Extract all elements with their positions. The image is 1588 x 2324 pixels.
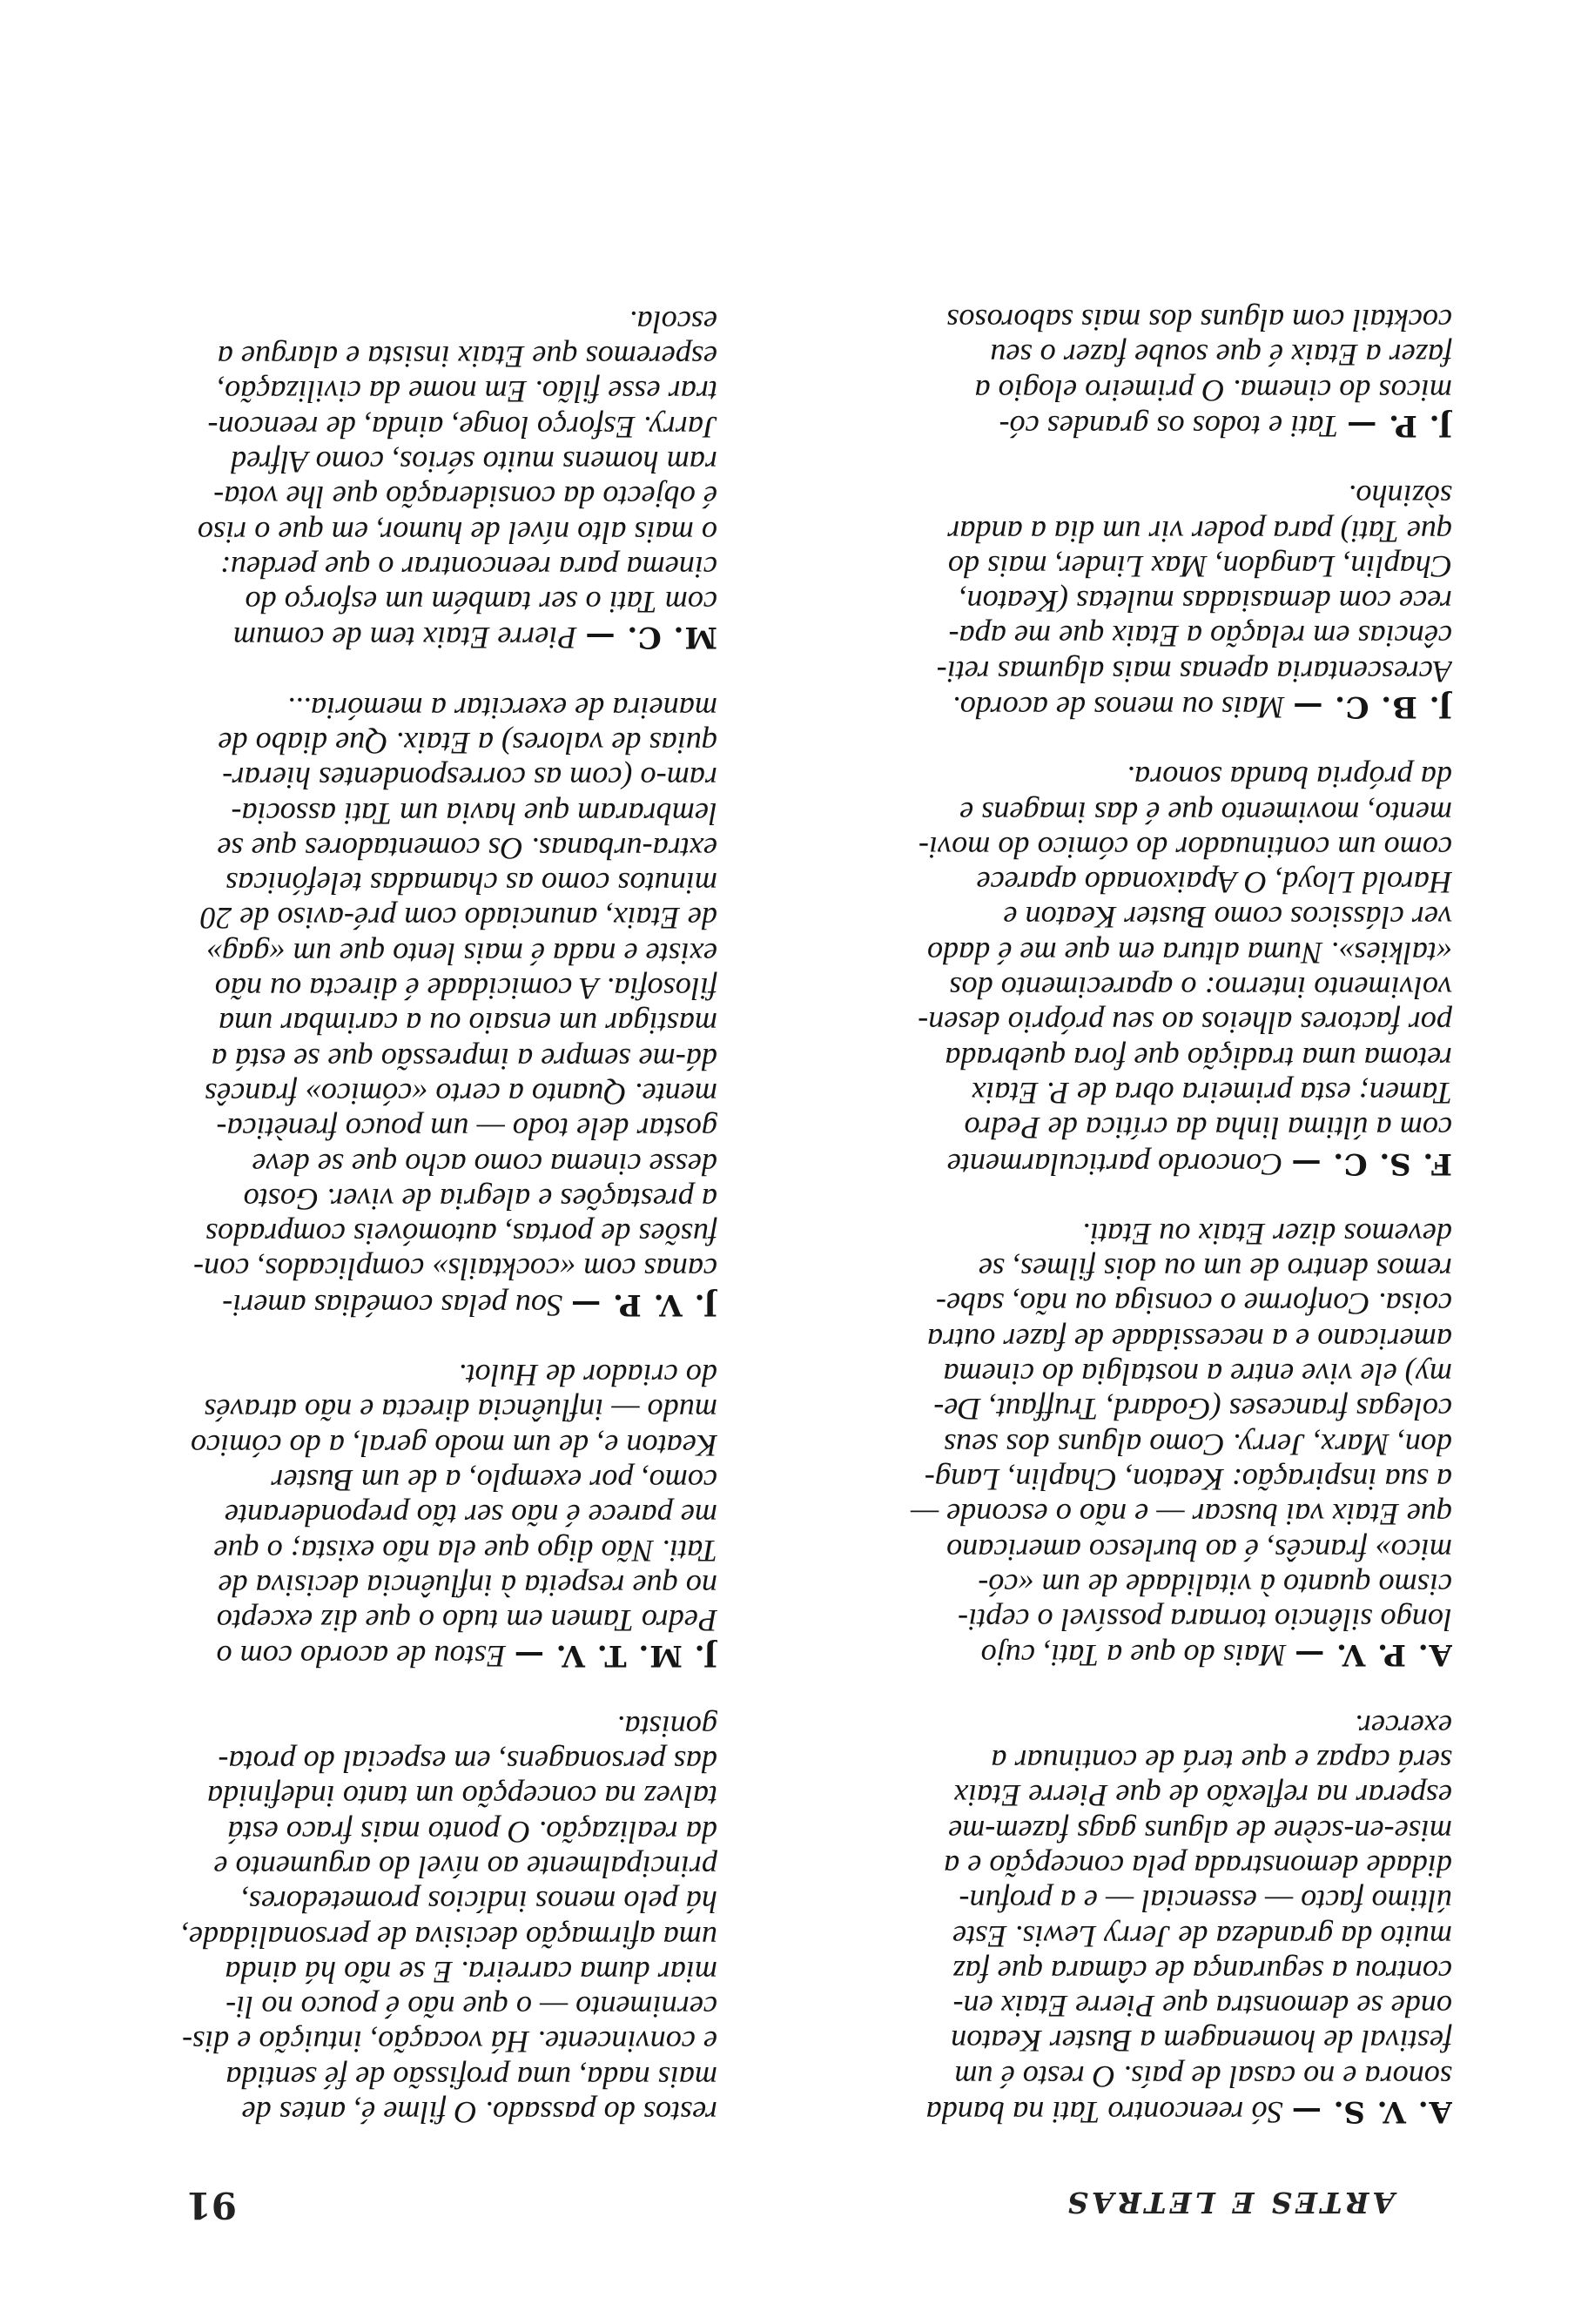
text-line — [773, 408, 1452, 444]
text-line — [773, 2024, 1452, 2059]
line-text: como, por exemplo, a de um Buster — [271, 1462, 717, 1498]
text-line — [773, 1111, 1452, 1145]
line-text: mico» francês, é ao burlesco americano — [946, 1532, 1452, 1568]
text-line — [38, 1603, 717, 1638]
line-text: rece com demasiadas muletas (Keaton, — [959, 584, 1452, 620]
text-line — [38, 1077, 717, 1112]
text-line — [773, 1778, 1452, 1813]
line-text: fusões de portas, automóveis comprados — [205, 1217, 717, 1253]
text-line — [773, 795, 1452, 830]
text-line — [38, 831, 717, 866]
text-line — [38, 1884, 717, 1919]
line-text: será capaz e que terá de continuar a — [991, 1743, 1452, 1779]
line-text: a prestações e alegria de viver. Gosto — [243, 1181, 717, 1217]
text-line — [38, 937, 717, 971]
text-line — [773, 1918, 1452, 1953]
text-line — [38, 620, 717, 655]
line-text: minutos como as chamadas telefónicas — [225, 866, 717, 902]
line-text: cismo quanto à vitalidade de um «có- — [978, 1567, 1452, 1602]
text-line — [773, 689, 1452, 725]
line-text: don, Marx, Jerry. Como alguns dos seus — [944, 1427, 1452, 1462]
line-text: me parece é não ser tão preponderante — [224, 1498, 717, 1534]
line-text: uma afirmação decisiva de personalidade, — [180, 1919, 717, 1955]
line-text: talvez na concepção um tanto indefinida — [207, 1779, 717, 1815]
text-line — [773, 1076, 1452, 1111]
line-text: «talkies». Numa altura em que me é dado — [926, 935, 1452, 971]
text-line — [773, 619, 1452, 654]
line-text: onde se demonstra que Pierre Etaix en- — [952, 1989, 1452, 2025]
text-line — [38, 1744, 717, 1779]
line-text: Tati e todos os grandes có- — [999, 408, 1339, 444]
text-line — [38, 1006, 717, 1041]
text-line — [773, 1849, 1452, 1884]
line-text: micos do cinema. O primeiro elogio a — [974, 373, 1452, 408]
text-line — [38, 339, 717, 374]
line-text: devemos dizer Etaix ou Etati. — [1081, 1216, 1452, 1252]
line-text: mais nada, uma profissão de fé sentida — [225, 2059, 717, 2095]
line-text: cências em relação a Etaix que me apa- — [948, 619, 1452, 655]
line-text: esperemos que Etaix insista e alargue a — [217, 339, 717, 375]
left-column — [773, 268, 1452, 2130]
text-line — [773, 514, 1452, 548]
line-text: a sua inspiração: Keaton, Chaplin, Lang- — [924, 1461, 1452, 1497]
line-text: retoma uma tradição que fora quebrada — [945, 1040, 1452, 1076]
line-text: da realização. O ponto mais fraco está — [227, 1814, 717, 1850]
text-line — [773, 1497, 1452, 1532]
speaker-initials: J. V. P. — — [570, 1286, 717, 1322]
line-text: de Etaix, anunciado com pré-aviso de 20 — [200, 901, 717, 937]
paragraph — [38, 304, 717, 655]
line-text: Pierre Etaix tem de comum — [232, 621, 577, 656]
line-text: americano e a necessidade de fazer outra — [927, 1321, 1452, 1357]
text-line — [38, 304, 717, 339]
line-text: restos do passado. O filme é, antes de — [241, 2095, 717, 2130]
text-line — [38, 1286, 717, 1322]
text-line — [38, 901, 717, 936]
speaker-initials: M. C. — — [584, 620, 717, 655]
text-line — [38, 480, 717, 514]
line-text: gonista. — [616, 1709, 717, 1744]
line-text: Concordo particularmente — [946, 1146, 1283, 1182]
text-line — [38, 550, 717, 585]
line-text: existe e nada é mais lento que um «gag» — [206, 936, 717, 971]
line-text: trar esse filão. Em nome da civilização, — [217, 374, 717, 410]
text-line — [38, 1568, 717, 1603]
text-line — [773, 865, 1452, 900]
text-line — [38, 1146, 717, 1181]
text-line — [38, 409, 717, 444]
text-line — [38, 690, 717, 725]
text-line — [773, 1040, 1452, 1075]
text-line — [773, 1286, 1452, 1321]
line-text: gostar dele todo — um pouco frenètica- — [216, 1112, 717, 1147]
text-line — [773, 584, 1452, 619]
speaker-initials: J. M. T. V. — — [513, 1638, 717, 1674]
line-text: filosofia. A comicidade é directa ou não — [214, 971, 717, 1007]
line-text: Chaplin, Langdon, Max Linder, mais do — [947, 548, 1452, 584]
line-text: Mais do que a Tati, cujo — [980, 1638, 1287, 1674]
text-line — [38, 1709, 717, 1743]
speaker-initials: J. P. — — [1346, 407, 1452, 443]
text-line — [38, 374, 717, 409]
text-line — [773, 971, 1452, 1005]
line-text: ver clássicos como Buster Keaton e — [1003, 900, 1452, 936]
paragraph — [38, 1709, 717, 2130]
line-text: que Etaix vai buscar — e não o esconde — — [910, 1497, 1452, 1533]
line-text: desse cinema como acho que se deve — [252, 1146, 717, 1182]
text-line — [38, 2025, 717, 2059]
line-text: Sou pelas comédias ameri- — [222, 1287, 563, 1323]
text-line — [38, 1814, 717, 1849]
line-text: Mais ou menos de acordo. — [952, 690, 1285, 726]
line-text: Jarry. Esforço longe, ainda, de reencon- — [207, 409, 717, 445]
text-line — [773, 479, 1452, 514]
line-text: Tamen; esta primeira obra de P. Etaix — [972, 1075, 1452, 1111]
text-line — [773, 1005, 1452, 1040]
paragraph — [773, 760, 1452, 1182]
text-line — [38, 1393, 717, 1427]
text-line — [773, 1252, 1452, 1286]
line-text: esperar na reflexão de que Pierre Etaix — [953, 1778, 1452, 1814]
text-line — [773, 1357, 1452, 1392]
text-line — [773, 900, 1452, 935]
text-line — [38, 1252, 717, 1286]
line-text: mise-en-scène de alguns gags fazem-me — [948, 1813, 1452, 1849]
line-text: principalmente ao nível do argumento e — [213, 1849, 717, 1884]
right-column — [38, 269, 717, 2130]
text-line — [773, 1708, 1452, 1743]
text-line — [38, 1919, 717, 1954]
text-line — [773, 373, 1452, 407]
paragraph — [773, 1708, 1452, 2130]
paragraph — [773, 1217, 1452, 1674]
line-text: festival de homenagem a Buster Keaton — [951, 2024, 1452, 2059]
line-text: mento, movimento que é das imagens e — [959, 795, 1452, 830]
text-line — [38, 1217, 717, 1252]
line-text: miar duma carreira. E se não há ainda — [225, 1954, 717, 1990]
text-line — [38, 1955, 717, 1990]
text-line — [38, 585, 717, 620]
text-line — [773, 1602, 1452, 1637]
line-text: my) ele vive entre a nostalgia do cinema — [943, 1357, 1452, 1393]
text-line — [38, 2059, 717, 2094]
text-line — [38, 866, 717, 901]
text-line — [38, 2095, 717, 2130]
text-line — [38, 514, 717, 549]
text-line — [773, 1532, 1452, 1567]
line-text: da própria banda sonora. — [1127, 760, 1452, 796]
line-text: como um continuador do cómico do movi- — [918, 830, 1452, 865]
line-text: maneira de exercitar a memória... — [286, 690, 717, 726]
text-line — [38, 445, 717, 480]
line-text: último facto — essencial — e a profun- — [959, 1884, 1452, 1919]
text-line — [773, 1989, 1452, 2024]
text-line — [773, 1954, 1452, 1989]
line-text: o mais alto nível de humor, em que o riso — [197, 514, 717, 550]
line-text: cinema para reencontrar o que perdeu: — [219, 549, 717, 585]
line-text: sòzinho. — [1348, 479, 1452, 514]
text-line — [38, 1779, 717, 1814]
text-line — [773, 936, 1452, 971]
text-line — [38, 1990, 717, 2025]
text-line — [38, 796, 717, 830]
text-line — [38, 1182, 717, 1217]
line-text: colegas franceses (Godard, Truffaut, De- — [933, 1392, 1452, 1427]
text-line — [773, 2094, 1452, 2130]
line-text: por factores alheios ao seu próprio desen- — [918, 1005, 1452, 1041]
line-text: Harold Lloyd, O Apaixonado aparece — [976, 865, 1452, 901]
text-line — [773, 549, 1452, 584]
line-text: ram-o (com as correspondentes hierar- — [222, 761, 717, 796]
paragraph — [773, 479, 1452, 725]
text-line — [38, 1463, 717, 1498]
line-text: muito da grandeza de Jerry Lewis. Este — [952, 1918, 1452, 1954]
paragraph — [38, 690, 717, 1322]
text-line — [38, 1850, 717, 1884]
text-line — [773, 1145, 1452, 1181]
text-line — [38, 1427, 717, 1462]
speaker-initials: A. P. V. — — [1294, 1637, 1452, 1673]
line-text: com Tati o ser também um esforço do — [245, 585, 717, 621]
line-text: fazer a Etaix é que soube fazer o seu — [990, 338, 1452, 373]
page-number: 91 — [185, 2184, 237, 2227]
line-text: e convincente. Há vocação, intuição e dis- — [182, 2025, 717, 2060]
text-line — [773, 303, 1452, 338]
line-text: das personagens, em especial do prota- — [218, 1744, 717, 1780]
line-text: cernimento — o que não é pouco no li- — [225, 1990, 717, 2025]
line-text: dá-me sempre a impressão que se está a — [211, 1041, 717, 1077]
line-text: Acrescentaria apenas mais algumas reti- — [936, 654, 1452, 689]
line-text: ram homens muito sérios, como Alfred — [231, 444, 717, 480]
line-text: lembraram que havia um Tati associa- — [231, 796, 717, 831]
line-text: didade demonstrada pela concepção e a — [944, 1848, 1452, 1884]
text-line — [773, 1637, 1452, 1673]
line-text: do criador de Hulot. — [458, 1358, 717, 1394]
text-line — [773, 760, 1452, 795]
text-line — [773, 2059, 1452, 2093]
line-text: Só reencontro Tati na banda — [925, 2095, 1283, 2130]
line-text: canas com «cocktails» complicados, con- — [193, 1252, 717, 1287]
line-text: há pelo menos indícios prometedores, — [240, 1884, 717, 1920]
line-text: extra-urbanas. Os comentadores que se — [217, 830, 717, 866]
line-text: é objecto da consideração que lhe vota- — [213, 480, 717, 515]
line-text: remos dentro de um ou dois filmes, se — [978, 1252, 1452, 1287]
line-text: quias de valores) a Etaix. Que diabo de — [218, 726, 717, 762]
line-text: mastigar um ensaio ou a carimbar uma — [219, 1006, 717, 1042]
text-line — [773, 1427, 1452, 1461]
line-text: com a última linha da crítica de Pedro — [964, 1111, 1452, 1146]
line-text: cocktail com alguns dos mais saborosos — [946, 303, 1452, 339]
line-text: coisa. Conforme o consiga ou não, sabe- — [935, 1286, 1452, 1322]
speaker-initials: A. V. S. — — [1290, 2094, 1452, 2129]
paragraph — [773, 303, 1452, 444]
line-text: sonora e no casal de país. O resto é um — [954, 2059, 1452, 2094]
text-line — [773, 1392, 1452, 1427]
line-text: que Tati) para poder vir um dia a andar — [947, 514, 1452, 549]
text-line — [38, 1112, 717, 1146]
line-text: Tati. Não digo que ela não exista; o que — [213, 1533, 717, 1568]
text-line — [38, 726, 717, 761]
line-text: no que respeita à influência decisiva de — [218, 1568, 717, 1603]
text-line — [38, 761, 717, 796]
line-text: escola. — [629, 304, 717, 339]
line-text: mente. Quanto a certo «cómico» francês — [205, 1076, 717, 1112]
speaker-initials: J. B. C. — — [1292, 689, 1452, 725]
text-line — [38, 1358, 717, 1393]
text-line — [773, 1813, 1452, 1848]
text-line — [38, 971, 717, 1006]
text-line — [773, 338, 1452, 373]
text-line — [773, 1217, 1452, 1252]
line-text: exercer. — [1354, 1708, 1452, 1743]
text-line — [38, 1533, 717, 1568]
line-text: Pedro Tamen em tudo o que diz excepto — [216, 1603, 717, 1639]
text-line — [773, 654, 1452, 688]
line-text: mudo — influência directa e não através — [204, 1393, 717, 1428]
text-line — [773, 1743, 1452, 1778]
text-line — [773, 830, 1452, 865]
line-text: controu a segurança de câmara que faz — [952, 1953, 1452, 1989]
text-line — [773, 1568, 1452, 1602]
page-header — [0, 2150, 1588, 2324]
text-line — [773, 1321, 1452, 1356]
text-line — [38, 1041, 717, 1076]
text-line — [773, 1462, 1452, 1497]
running-head: ARTES E LETRAS — [1064, 2186, 1395, 2220]
text-line — [38, 1638, 717, 1674]
line-text: volvimento interno: o aparecimento dos — [949, 971, 1452, 1006]
paragraph — [38, 1358, 717, 1675]
text-line — [773, 1884, 1452, 1918]
speaker-initials: F. S. C. — — [1290, 1145, 1452, 1181]
line-text: Estou de acordo com o — [216, 1639, 506, 1675]
line-text: longo silêncio tornara possível o cepti- — [958, 1602, 1452, 1638]
text-line — [38, 1498, 717, 1533]
line-text: Keaton e, de um modo geral, a do cómico — [190, 1427, 717, 1463]
